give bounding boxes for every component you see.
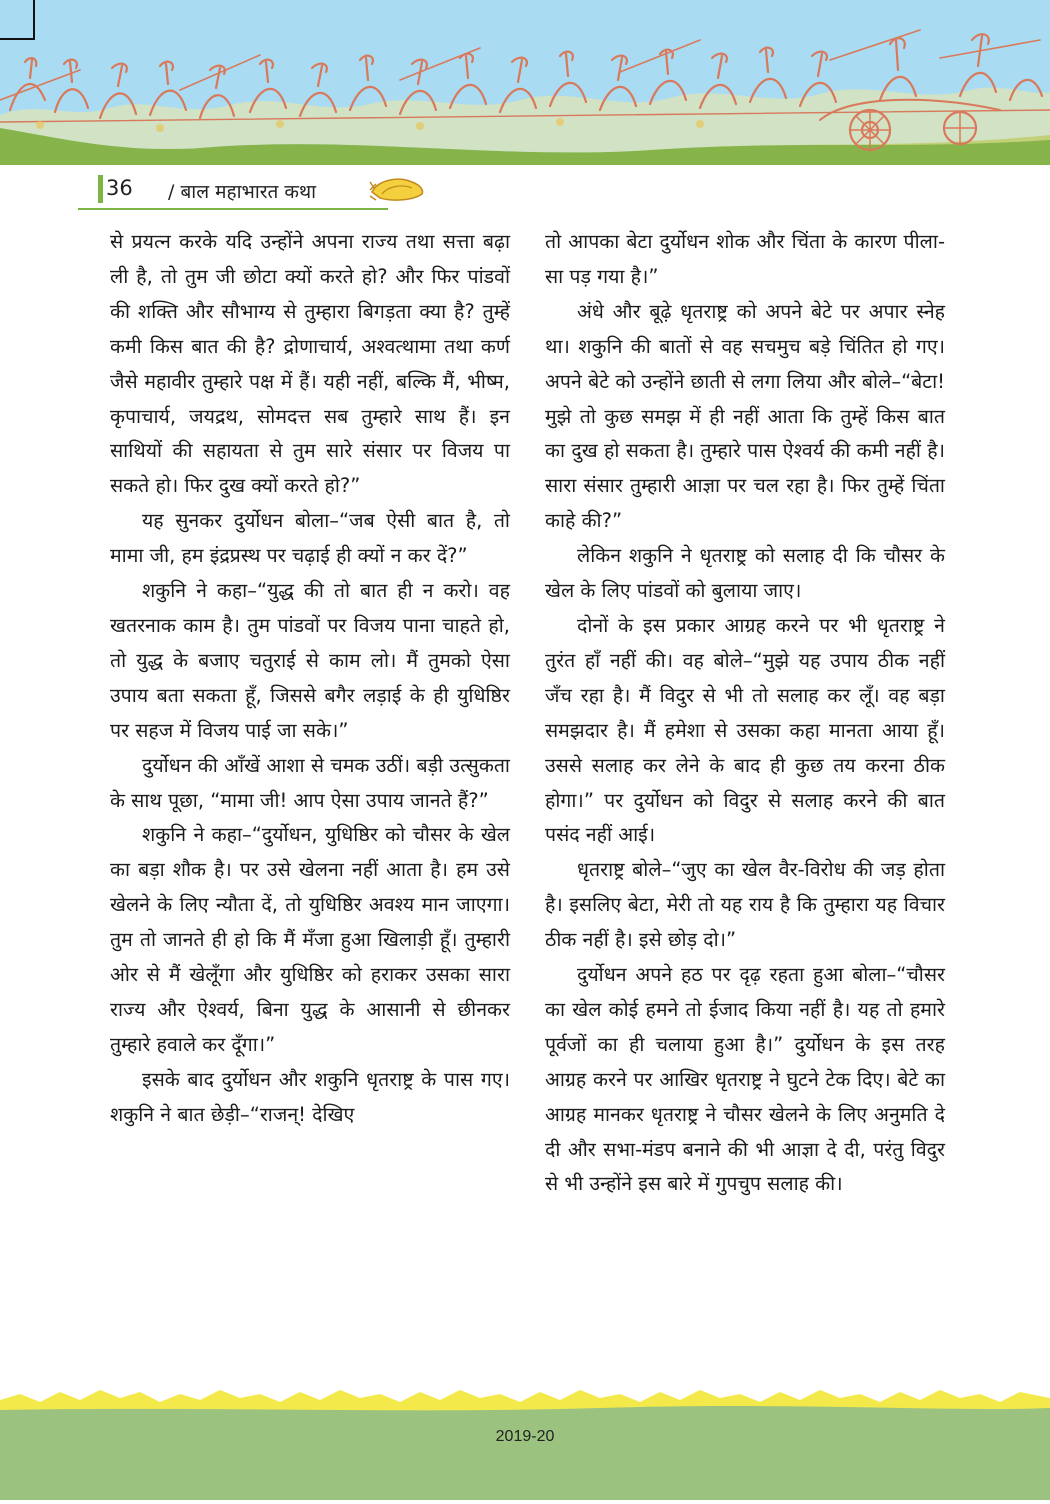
paragraph: अंधे और बूढ़े धृतराष्ट्र को अपने बेटे पर अपार स्नेह था। शकुनि की बातों से वह सचमुच बड़े चिंतित हो गए। अपने बेटे को उन्होंने छाती से लगा लिया और बोले–“बेटा! मुझे तो कुछ समझ में ही नहीं आता कि तुम्हें किस बात का दुख हो सकता है। तुम्हारे पास ऐश्वर्य की कमी नहीं है। सारा संसार तुम्हारी आज्ञा पर चल रहा है। फिर तुम्हें चिंता काहे की?” bbox=[545, 299, 945, 533]
paragraph: इसके बाद दुर्योधन और शकुनि धृतराष्ट्र के पास गए। शकुनि ने बात छेड़ी–“राजन्! देखिए bbox=[110, 1067, 510, 1126]
conch-ornament-icon bbox=[368, 174, 428, 204]
page-number: 36 bbox=[106, 176, 133, 200]
paragraph: दुर्योधन की आँखें आशा से चमक उठीं। बड़ी उत्सुकता के साथ पूछा, “मामा जी! आप ऐसा उपाय जानते हैं?” bbox=[110, 753, 510, 812]
battle-banner bbox=[0, 0, 1050, 165]
header-bar bbox=[98, 175, 103, 203]
paragraph: से प्रयत्न करके यदि उन्होंने अपना राज्य तथा सत्ता बढ़ा ली है, तो तुम जी छोटा क्यों करते हो? और फिर पांडवों की शक्ति और सौभाग्य से तुम्हारा बिगड़ता क्या है? तुम्हें कमी किस बात की है? द्रोणाचार्य, अश्वत्थामा तथा कर्ण जैसे महावीर तुम्हारे पक्ष में हैं। यही नहीं, बल्कि मैं, भीष्म, कृपाचार्य, जयद्रथ, सोमदत्त सब तुम्हारे साथ हैं। इन साथियों की सहायता से तुम सारे संसार पर विजय पा सकते हो। फिर दुख क्यों करते हो?” bbox=[110, 230, 510, 498]
left-column bbox=[110, 225, 510, 1133]
book-title: / बाल महाभारत कथा bbox=[168, 181, 317, 203]
paragraph: दुर्योधन अपने हठ पर दृढ़ रहता हुआ बोला–“चौसर का खेल कोई हमने तो ईजाद किया नहीं है। यह तो हमारे पूर्वजों का ही चलाया हुआ है।” दुर्योधन के इस तरह आग्रह करने पर आखिर धृतराष्ट्र ने घुटने टेक दिए। बेटे का आग्रह मानकर धृतराष्ट्र ने चौसर खेलने के लिए अनुमति दे दी और सभा-मंडप बनाने की भी आज्ञा दे दी, परंतु विदुर से भी उन्होंने इस बारे में गुपचुप सलाह की। bbox=[545, 963, 945, 1196]
running-header bbox=[78, 172, 978, 208]
battle-scene-illustration bbox=[0, 0, 1050, 165]
paragraph: शकुनि ने कहा–“युद्ध की तो बात ही न करो। वह खतरनाक काम है। तुम पांडवों पर विजय पाना चाहते हो, तो युद्ध के बजाए चतुराई से काम लो। मैं तुमको ऐसा उपाय बता सकता हूँ, जिससे बगैर लड़ाई के ही युधिष्ठिर पर सहज में विजय पाई जा सके।” bbox=[110, 579, 510, 742]
header-rule bbox=[78, 208, 388, 210]
paragraph: तो आपका बेटा दुर्योधन शोक और चिंता के कारण पीला-सा पड़ गया है।” bbox=[545, 230, 945, 288]
paragraph: यह सुनकर दुर्योधन बोला–“जब ऐसी बात है, तो मामा जी, हम इंद्रप्रस्थ पर चढ़ाई ही क्यों न कर दें?” bbox=[110, 509, 510, 568]
edition-year: 2019-20 bbox=[495, 1428, 555, 1445]
paragraph: धृतराष्ट्र बोले–“जुए का खेल वैर-विरोध की जड़ होता है। इसलिए बेटा, मेरी तो यह राय है कि तुम्हारा यह विचार ठीक नहीं है। इसे छोड़ दो।” bbox=[545, 858, 945, 952]
crop-mark-top-left-horizontal bbox=[0, 38, 35, 40]
paragraph: दोनों के इस प्रकार आग्रह करने पर भी धृतराष्ट्र ने तुरंत हाँ नहीं की। वह बोले–“मुझे यह उपाय ठीक नहीं जँच रहा है। मैं विदुर से भी तो सलाह कर लूँ। वह बड़ा समझदार है। मैं हमेशा से उसका कहा मानता आया हूँ। उससे सलाह कर लेने के बाद ही कुछ तय करना ठीक होगा।” पर दुर्योधन को विदुर से सलाह करने की बात पसंद नहीं आई। bbox=[545, 613, 945, 847]
crop-mark-top-left-vertical bbox=[33, 0, 35, 40]
paragraph: शकुनि ने कहा–“दुर्योधन, युधिष्ठिर को चौसर के खेल का बड़ा शौक है। पर उसे खेलना नहीं आता है। हम उसे खेलने के लिए न्यौता दें, तो युधिष्ठिर अवश्य मान जाएगा। तुम तो जानते ही हो कि मैं मँजा हुआ खिलाड़ी हूँ। तुम्हारी ओर से मैं खेलूँगा और युधिष्ठिर को हराकर उसका सारा राज्य और ऐश्वर्य, बिना युद्ध के आसानी से छीनकर तुम्हारे हवाले कर दूँगा।” bbox=[110, 823, 510, 1056]
right-column bbox=[545, 225, 945, 1202]
paragraph: लेकिन शकुनि ने धृतराष्ट्र को सलाह दी कि चौसर के खेल के लिए पांडवों को बुलाया जाए। bbox=[545, 544, 945, 603]
